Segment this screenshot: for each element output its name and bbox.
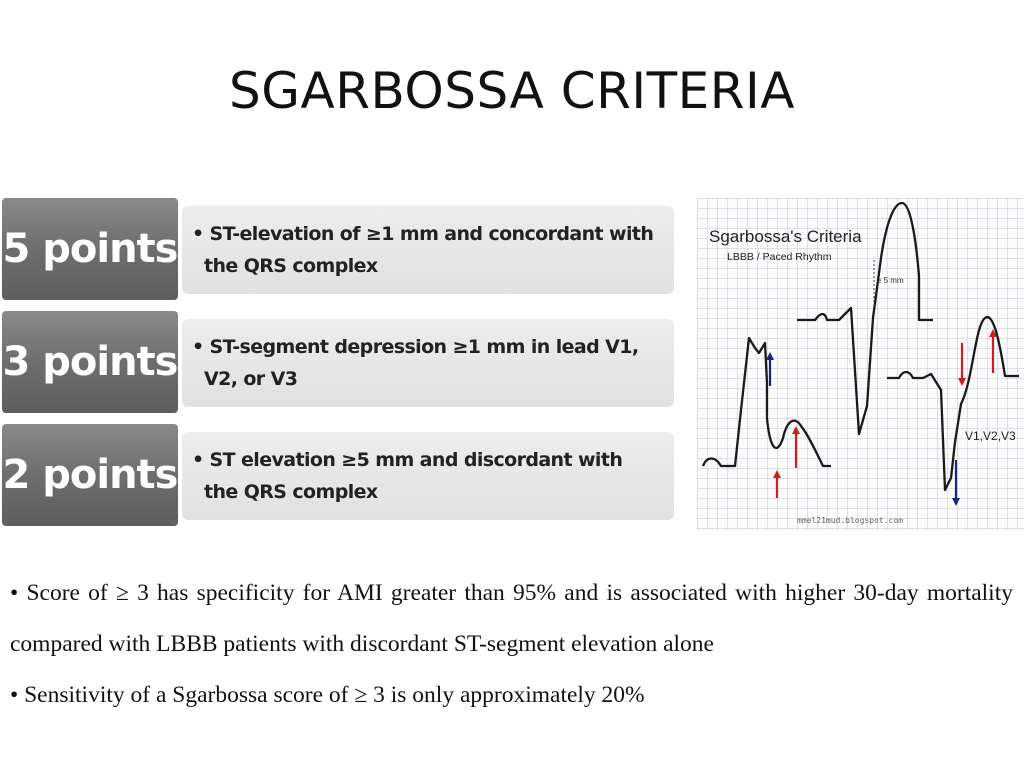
slide-title: SGARBOSSA CRITERIA [229,62,795,120]
criterion-row-3-points [0,311,680,415]
points-badge: 2 points [2,424,178,526]
leads-label: V1,V2,V3 [965,429,1016,443]
measure-label: ≥ 5 mm [877,276,904,285]
criterion-description: • ST elevation ≥5 mm and discordant with the QRS complex [192,449,623,503]
points-badge: 5 points [2,198,178,300]
ecg-trace-1 [703,338,831,466]
note-specificity: • Score of ≥ 3 has specificity for AMI greater than 95% and is associated with higher 30-day mortality compared with LBBB patients with discordant ST-segment elevation alone [10,580,1013,657]
criterion-description-box [182,319,674,407]
criterion-description-box [182,432,674,520]
criterion-description: • ST-elevation of ≥1 mm and concordant with the QRS complex [192,223,654,277]
criterion-row-2-points [0,424,680,528]
note-sensitivity: • Sensitivity of a Sgarbossa score of ≥ 3 is only approximately 20% [10,682,645,708]
criterion-description-box [182,206,674,294]
ecg-svg [697,198,1024,530]
ecg-illustration [697,198,1024,530]
criteria-table [0,198,680,528]
ecg-trace-3 [887,317,1019,490]
criterion-description: • ST-segment depression ≥1 mm in lead V1, V2, or V3 [192,336,639,390]
notes-list [10,568,1013,721]
points-badge: 3 points [2,311,178,413]
figure-title: Sgarbossa's Criteria [709,227,862,246]
figure-credit: mmel21mud.blogspot.com [797,516,903,525]
figure-subtitle: LBBB / Paced Rhythm [727,251,832,263]
criterion-row-5-points [0,198,680,302]
